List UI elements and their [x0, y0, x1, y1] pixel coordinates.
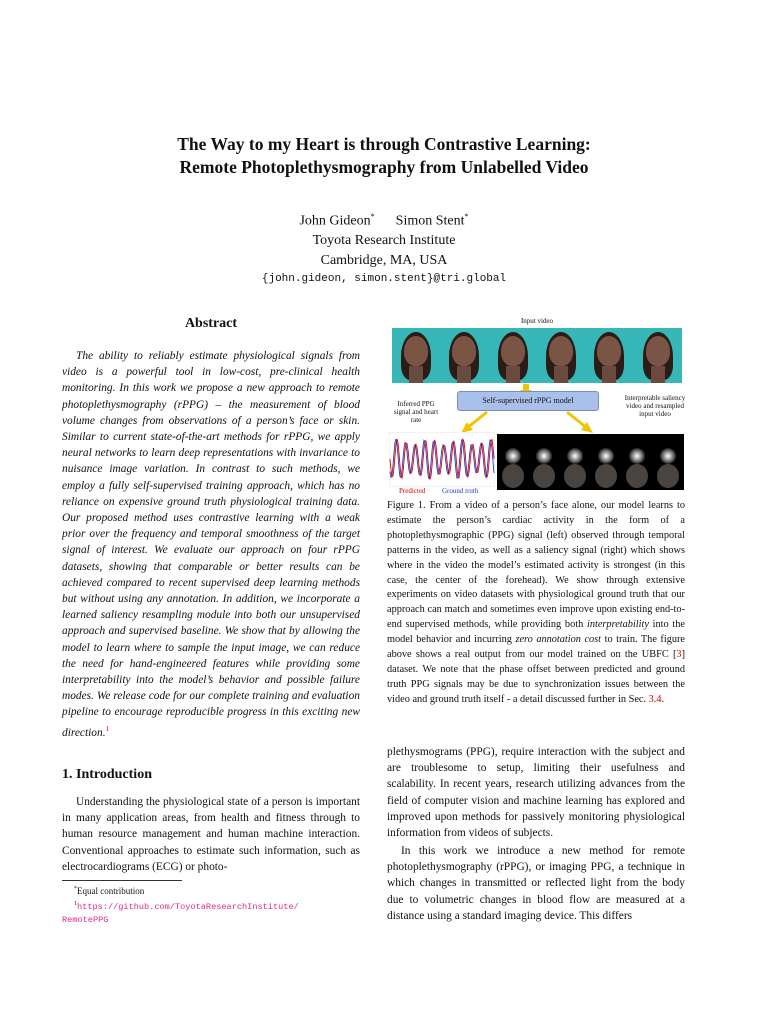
saliency-frame	[653, 434, 684, 490]
author-email: {john.gideon, simon.stent}@tri.global	[261, 273, 507, 286]
abstract-body	[62, 348, 360, 741]
section-link[interactable]: 3.4	[648, 693, 662, 705]
section-heading-introduction: 1. Introduction	[62, 767, 152, 782]
paper-title	[0, 133, 768, 179]
location: Cambridge, MA, USA	[320, 252, 448, 268]
repo-link[interactable]: https://github.com/ToyotaResearchInstitute/	[77, 902, 299, 912]
affiliation: Toyota Research Institute	[312, 233, 456, 249]
saliency-frame	[591, 434, 622, 490]
intro-paragraph-left: Understanding the physiological state of a person is important in many application areas, from health and fitness through to human resource management and human machine interaction. Conventional approaches to estimate such information, such as electrocardiograms (ECG) or photo-	[62, 796, 360, 873]
figure-1	[387, 314, 687, 498]
repo-link-cont[interactable]: RemotePPG	[62, 915, 109, 925]
ppg-signal-plot	[389, 432, 495, 487]
equal-mark-2: *	[464, 212, 469, 221]
author-1: John Gideon	[299, 213, 371, 229]
legend-predicted: Predicted	[399, 487, 426, 495]
citation-link[interactable]: 3	[676, 649, 682, 661]
equal-mark-1: *	[370, 212, 375, 221]
saliency-frame	[559, 434, 590, 490]
inferred-ppg-label: Inferred PPG signal and heart rate	[393, 400, 439, 424]
footnote-url: $^1$https://github.com/ToyotaResearchInstitute/	[74, 901, 299, 912]
title-line-2: Remote Photoplethysmography from Unlabelled Video	[179, 157, 589, 177]
saliency-label: Interpretable saliency video and resampled input video	[624, 394, 686, 418]
figure-caption: Figure 1. From a video of a person’s face alone, our model learns to estimate the person’s cardiac activity in the form of a photoplethysmographic (PPG) signal (left) observed through temporal patterns in the video, as well as a saliency signal (right) which shows where in the video the model’s estimated activity is strongest (in this case, the center of the forehead). We show through extensive experiments on video datasets with physiological ground truth that our approach can match and sometimes even improve upon existing end-to-end supervised methods, while providing both interpretability into the model behavior and incurring zero annotation cost to train. The figure above shows a real output from our model trained on the UBFC [3] dataset. We note that the phase offset between predicted and ground truth PPG signals may be due to synchronization issues between the video and ground truth itself - a detail discussed further in Sec. 3.4.	[387, 500, 685, 705]
footnote-rule	[62, 880, 182, 881]
footnotes	[62, 883, 360, 927]
input-video-label: Input video	[520, 317, 554, 325]
abstract-heading: Abstract	[184, 316, 238, 331]
saliency-frame	[622, 434, 653, 490]
saliency-frame	[497, 434, 528, 490]
legend-ground-truth: Ground truth	[442, 487, 479, 495]
footnote-ref-1: 1	[105, 724, 110, 733]
abstract-text: The ability to reliably estimate physiological signals from video is a powerful tool in low-cost, pre-clinical health monitoring. In this work we propose a new approach to remote photoplethysmography (rPPG) – the measurement of blood volume changes from observations of a person’s face or skin. Similar to current state-of-the-art methods for rPPG, we apply neural networks to learn deep representations with invariance to nuisance image variation. In contrast to such methods, we employ a fully self-supervised training approach, which has no reliance on expensive ground truth physiological training data. Our proposed method uses contrastive learning with a weak prior over the frequency and temporal smoothness of the target signal of interest. We evaluate our approach on four rPPG datasets, showing that comparable or better results can be achieved compared to recent supervised deep learning methods but without using any annotation. In addition, we incorporate a learned saliency resampling module into both our unsupervised approach and supervised baseline. We show that by allowing the model to learn where to sample the input image, we can reduce the need for hand-engineered features while providing some interpretability into the model’s behavior and possible failure modes. We release code for our complete training and evaluation pipeline to encourage reproducible progress in this exciting new direction.	[62, 350, 360, 739]
author-block	[0, 207, 768, 290]
saliency-frame	[528, 434, 559, 490]
footnote-equal: *Equal contribution	[74, 886, 145, 896]
intro-paragraph-right-1: plethysmograms (PPG), require interaction with the subject and are troublesome to setup, limiting their usefulness and scalability. In recent years, research utilizing advances from the field of computer vision and machine learning has explored and improved upon methods for passively monitoring physiological information from videos of subjects.	[387, 746, 685, 840]
title-line-1: The Way to my Heart is through Contrastive Learning:	[177, 134, 591, 154]
arrow-left	[467, 412, 487, 428]
intro-paragraph-right-2: In this work we introduce a new method for remote photoplethysmography (rPPG), or imaging PPG, a technique in which changes in transmitted or reflected light from the body due to volumetric changes in blood flow are measured at a distance using a standard imaging device. This differs	[387, 845, 685, 922]
model-box: Self-supervised rPPG model	[457, 391, 599, 411]
author-2: Simon Stent	[395, 213, 465, 229]
saliency-video-frames	[497, 434, 684, 490]
author-names	[0, 207, 768, 231]
arrow-right	[567, 412, 587, 428]
